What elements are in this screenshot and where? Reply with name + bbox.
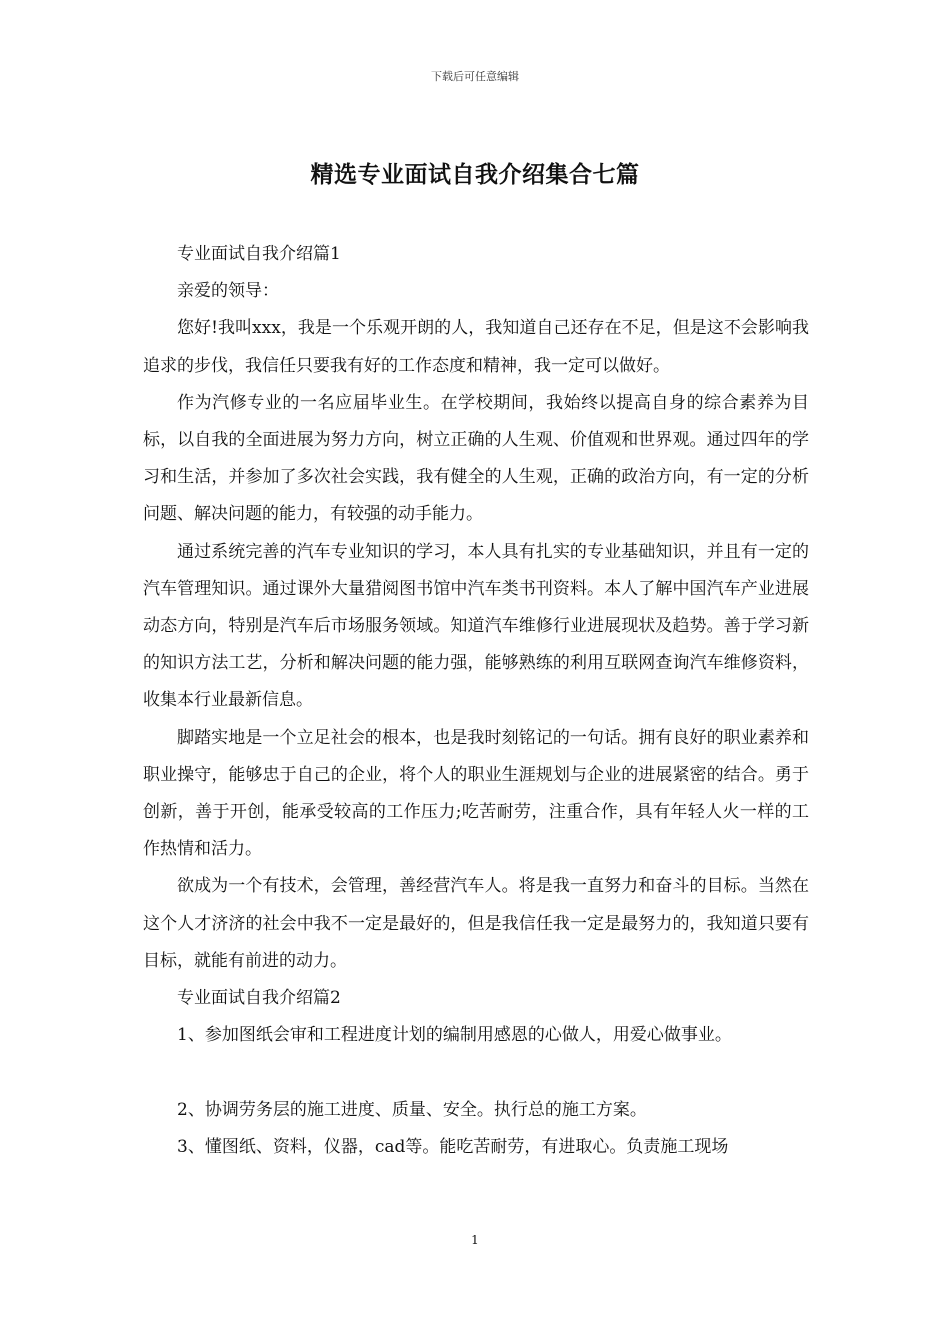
document-body xyxy=(143,236,809,1166)
salutation: 亲爱的领导： xyxy=(177,281,279,302)
section-heading: 专业面试自我介绍篇1 xyxy=(177,244,341,264)
blank-line xyxy=(143,1054,809,1091)
section-heading: 专业面试自我介绍篇2 xyxy=(177,988,341,1009)
paragraph: 脚踏实地是一个立足社会的根本，也是我时刻铭记的一句话。拥有良好的职业素养和职业操守，能够忠于自己的企业，将个人的职业生涯规划与企业的进展紧密的结合。勇于创新，善于开创，能承受较高的工作压力;吃苦耐劳，注重合作，具有年轻人火一样的工作热情和活力。 xyxy=(143,727,809,860)
paragraph: 通过系统完善的汽车专业知识的学习，本人具有扎实的专业基础知识，并且有一定的汽车管理知识。通过课外大量猎阅图书馆中汽车类书刊资料。本人了解中国汽车产业进展动态方向，特别是汽车后市场服务领域。知道汽车维修行业进展现状及趋势。善于学习新的知识方法工艺，分析和解决问题的能力强，能够熟练的利用互联网查询汽车维修资料，收集本行业最新信息。 xyxy=(143,541,809,711)
list-item: 3、懂图纸、资料，仪器，cad等。能吃苦耐劳，有进取心。负责施工现场 xyxy=(177,1136,729,1157)
paragraph: 作为汽修专业的一名应届毕业生。在学校期间，我始终以提高自身的综合素养为目标，以自我的全面进展为努力方向，树立正确的人生观、价值观和世界观。通过四年的学习和生活，并参加了多次社会实践，我有健全的人生观，正确的政治方向，有一定的分析问题、解决问题的能力，有较强的动手能力。 xyxy=(143,392,809,525)
list-item: 2、协调劳务层的施工进度、质量、安全。执行总的施工方案。 xyxy=(177,1099,647,1120)
paragraph: 您好!我叫xxx，我是一个乐观开朗的人，我知道自己还存在不足，但是这不会影响我追求的步伐，我信任只要我有好的工作态度和精神，我一定可以做好。 xyxy=(143,318,809,376)
paragraph: 欲成为一个有技术，会管理，善经营汽车人。将是我一直努力和奋斗的目标。当然在这个人才济济的社会中我不一定是最好的，但是我信任我一定是最努力的，我知道只要有目标，就能有前进的动力。 xyxy=(143,876,809,971)
list-item: 1、参加图纸会审和工程进度计划的编制用感恩的心做人，用爱心做事业。 xyxy=(177,1025,732,1046)
page-number: 1 xyxy=(471,1233,479,1247)
document-title: 精选专业面试自我介绍集合七篇 xyxy=(310,161,640,188)
header-note: 下载后可任意编辑 xyxy=(431,70,519,83)
